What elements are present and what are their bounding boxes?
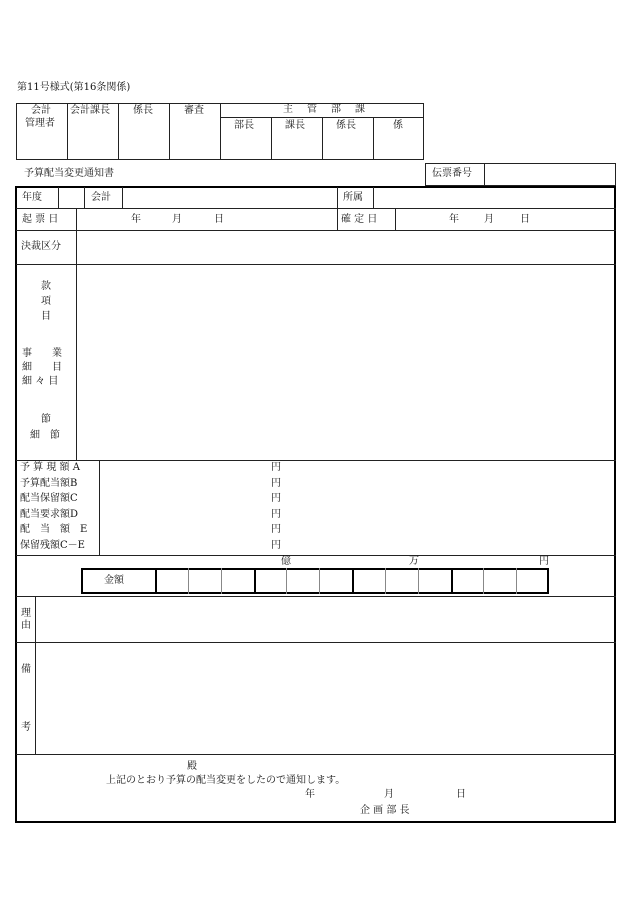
riyu-label-1: 理 bbox=[21, 608, 31, 619]
en-unit: 円 bbox=[539, 556, 549, 567]
kakuteibi-hi: 日 bbox=[520, 214, 530, 225]
amount-label: 配当保留額C bbox=[20, 493, 78, 504]
amount-unit: 円 bbox=[271, 477, 281, 489]
amount-unit: 円 bbox=[271, 493, 281, 504]
stamp-kakari: 係 bbox=[393, 120, 403, 131]
denpyo-label: 伝票番号 bbox=[432, 168, 472, 179]
main-form-frame bbox=[15, 186, 616, 823]
digit-divider bbox=[352, 568, 354, 594]
kaikei-label: 会計 bbox=[91, 192, 111, 203]
digit-divider bbox=[451, 568, 453, 594]
riyu-label-2: 由 bbox=[21, 620, 31, 631]
amount-unit: 円 bbox=[271, 524, 281, 535]
amount-unit: 円 bbox=[271, 462, 281, 473]
amount-label: 予 算 現 額 A bbox=[20, 462, 80, 473]
digit-divider bbox=[254, 568, 256, 594]
footer-nen: 年 bbox=[305, 789, 315, 800]
kakuteibi-tsuki: 月 bbox=[484, 214, 494, 225]
footer-hi: 日 bbox=[456, 789, 466, 800]
amount-label: 保留残額C－E bbox=[20, 539, 85, 551]
amount-label: 配 当 額 E bbox=[20, 524, 88, 535]
form-number: 第11号様式(第16条関係) bbox=[17, 82, 131, 93]
moku-label: 目 bbox=[41, 311, 51, 322]
footer-tsuki: 月 bbox=[384, 789, 394, 800]
stamp-kakarichou: 係長 bbox=[133, 105, 153, 116]
shozoku-label: 所属 bbox=[343, 192, 363, 203]
kingaku-label: 金額 bbox=[104, 575, 124, 586]
digit-divider bbox=[188, 568, 189, 594]
digit-divider bbox=[319, 568, 320, 594]
bikou-label-1: 備 bbox=[21, 664, 31, 675]
saisaimoku-label: 細 々 目 bbox=[22, 376, 59, 387]
saimoku-label: 細 目 bbox=[22, 362, 62, 373]
digit-divider bbox=[483, 568, 484, 594]
tono-label: 殿 bbox=[187, 761, 197, 772]
stamp-shukanbuka: 主 管 部 課 bbox=[283, 104, 367, 115]
notice-message: 上記のとおり予算の配当変更をしたので通知します。 bbox=[106, 775, 346, 786]
bikou-label-2: 考 bbox=[21, 722, 31, 733]
amount-unit: 円 bbox=[271, 508, 281, 520]
digit-divider bbox=[516, 568, 517, 594]
oku-unit: 億 bbox=[281, 556, 291, 567]
digit-divider bbox=[385, 568, 386, 594]
kakuteibi-nen: 年 bbox=[449, 214, 459, 225]
amount-label: 予算配当額B bbox=[20, 477, 78, 489]
digit-divider bbox=[418, 568, 419, 594]
kou-label: 項 bbox=[41, 296, 51, 307]
nendo-label: 年度 bbox=[22, 192, 42, 203]
signer-label: 企 画 部 長 bbox=[360, 805, 410, 816]
man-unit: 万 bbox=[409, 556, 419, 567]
amount-label: 配当要求額D bbox=[20, 508, 79, 520]
stamp-kanrisha-label: 管理者 bbox=[25, 118, 55, 129]
kihyobi-label: 起 票 日 bbox=[22, 214, 59, 225]
kihyobi-nen: 年 bbox=[131, 214, 141, 225]
kihyobi-tsuki: 月 bbox=[172, 214, 182, 225]
jigyou-label: 事 業 bbox=[22, 348, 62, 359]
digit-divider bbox=[221, 568, 222, 594]
kan-label: 款 bbox=[41, 281, 51, 292]
kingaku-grid bbox=[81, 568, 549, 594]
amount-unit: 円 bbox=[271, 539, 281, 551]
stamp-shinsa: 審査 bbox=[184, 105, 204, 116]
saisetsu-label: 細 節 bbox=[30, 430, 60, 441]
stamp-buchou: 部長 bbox=[234, 120, 254, 131]
digit-divider bbox=[286, 568, 287, 594]
setsu-label: 節 bbox=[41, 414, 51, 425]
page-title: 予算配当変更通知書 bbox=[24, 168, 114, 179]
kakuteibi-label: 確 定 日 bbox=[341, 214, 378, 225]
kihyobi-hi: 日 bbox=[214, 214, 224, 225]
stamp-kachou: 課長 bbox=[285, 120, 305, 131]
stamp-kakarichou2: 係長 bbox=[336, 120, 356, 131]
stamp-kaikei-kachou: 会計課長 bbox=[70, 105, 110, 116]
stamp-kaikei-label: 会計 bbox=[31, 105, 51, 116]
kessai-label: 決裁区分 bbox=[21, 241, 61, 252]
